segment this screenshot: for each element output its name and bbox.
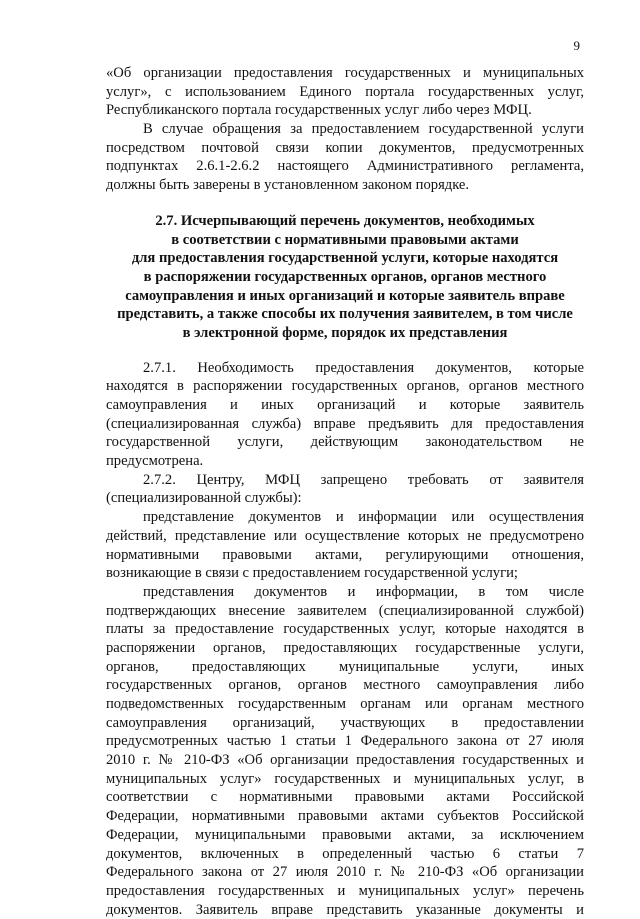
- paragraph-prohibition-actions: [106, 508, 584, 583]
- text-line: (специализированной службы):: [106, 490, 302, 507]
- heading-line: в соответствии с нормативными правовыми актами: [171, 231, 519, 248]
- text-line: соответствии с нормативными правовыми актами Российской: [106, 789, 584, 806]
- paragraph-2-7-2: [106, 471, 584, 508]
- heading-line: в электронной форме, порядок их представления: [182, 324, 508, 341]
- text-line: подтверждающих внесение заявителем (специализированной службой): [106, 602, 584, 619]
- heading-line: для предоставления государственной услуги, которые находятся: [131, 250, 559, 267]
- text-line: предоставления государственных и муниципальных услуг» перечень: [106, 882, 584, 899]
- text-line: органов, предоставляющих муниципальные услуги, иных: [106, 658, 584, 675]
- text-line: платы за предоставление государственных услуг, которые находятся в: [106, 621, 584, 638]
- text-line: находятся в распоряжении государственных органов, органов местного: [106, 378, 584, 395]
- document-body: [106, 64, 584, 919]
- text-line: Федерального закона от 27 июля 2010 г. № 210-ФЗ «Об организации: [106, 864, 584, 881]
- text-line: муниципальных услуг» государственных и муниципальных услуг, в: [106, 770, 584, 787]
- text-line: самоуправления организаций, участвующих в предоставлении: [106, 714, 584, 731]
- paragraph-prohibition-documents: [106, 583, 584, 919]
- paragraph-postal-copies: [106, 120, 584, 195]
- text-line: распоряжении органов, предоставляющих государственные услуги,: [106, 639, 584, 656]
- text-line: предусмотрена.: [106, 453, 204, 470]
- text-line: В случае обращения за предоставлением государственной услуги: [143, 121, 584, 138]
- text-line: документов. Заявитель вправе представить указанные документы и: [106, 901, 584, 918]
- text-line: возникающие в связи с предоставлением государственной услуги;: [106, 565, 518, 582]
- section-heading-2-7: [106, 212, 584, 343]
- text-line: Федерации, муниципальными правовыми актами, за исключением: [106, 826, 584, 843]
- text-line: Республиканского портала государственных услуг либо через МФЦ.: [106, 102, 532, 119]
- text-line: 2.7.2. Центру, МФЦ запрещено требовать от заявителя: [143, 471, 584, 488]
- heading-line: самоуправления и иных организаций и которые заявитель вправе: [125, 287, 565, 304]
- text-line: посредством почтовой связи копии документов, предусмотренных: [106, 139, 584, 156]
- paragraph-intro-continuation: [106, 64, 584, 120]
- text-line: Федерации, нормативными правовыми актами субъектов Российской: [106, 808, 584, 825]
- text-line: самоуправления и иных организаций и которые заявитель: [106, 397, 584, 413]
- text-line: услуг», с использованием Единого портала государственных услуг,: [106, 83, 584, 100]
- text-line: государственной услуги, действующим законодательством не: [106, 434, 584, 451]
- text-line: документов, включенных в определенный частью 6 статьи 7: [106, 845, 584, 862]
- page-number: 9: [573, 38, 580, 53]
- heading-line: в распоряжении государственных органов, органов местного: [143, 268, 547, 285]
- text-line: (специализированная служба) вправе предъявить для предоставления: [106, 415, 584, 432]
- text-line: подпунктах 2.6.1-2.6.2 настоящего Административного регламента,: [106, 158, 584, 175]
- text-line: «Об организации предоставления государственных и муниципальных: [106, 65, 584, 81]
- text-line: 2.7.1. Необходимость предоставления документов, которые: [143, 359, 584, 376]
- text-line: действий, представление или осуществление которых не предусмотрено: [106, 527, 584, 544]
- text-line: нормативными правовыми актами, регулирующими отношения,: [106, 546, 584, 563]
- heading-line: представить, а также способы их получения заявителем, в том числе: [117, 306, 573, 323]
- text-line: предусмотренных частью 1 статьи 1 Федерального закона от 27 июля: [106, 733, 584, 750]
- text-line: должны быть заверены в установленном законом порядке.: [106, 177, 470, 194]
- text-line: представления документов и информации, в том числе: [143, 583, 584, 600]
- heading-line: 2.7. Исчерпывающий перечень документов, необходимых: [155, 212, 535, 229]
- text-line: государственных органов, органов местного самоуправления либо: [106, 677, 584, 694]
- paragraph-2-7-1: [106, 359, 584, 471]
- text-line: 2010 г. № 210-ФЗ «Об организации предоставления государственных и: [106, 752, 584, 769]
- text-line: представление документов и информации или осуществления: [143, 509, 584, 526]
- text-line: подведомственных государственным органам или органам местного: [106, 696, 584, 712]
